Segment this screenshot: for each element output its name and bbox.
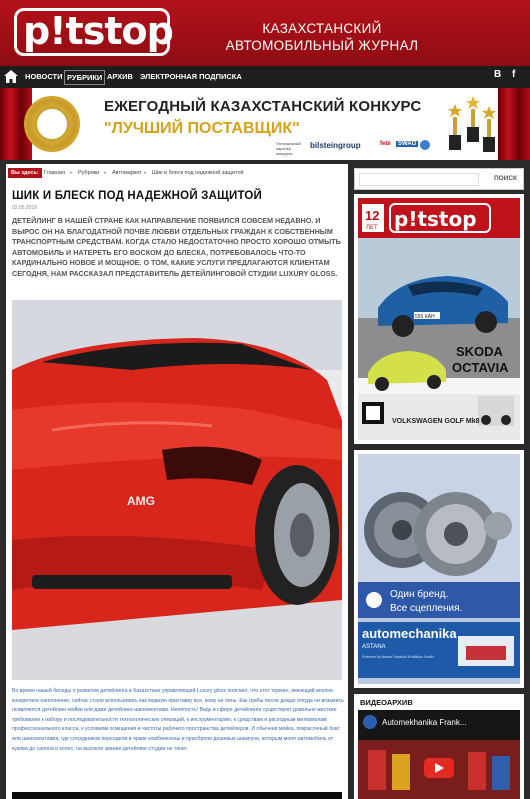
breadcrumb-rubrics[interactable]: Рубрики [78, 170, 100, 176]
banner-title: ЕЖЕГОДНЫЙ КАЗАХСТАНСКИЙ КОНКУРС [104, 98, 422, 115]
product-illustration [12, 792, 342, 799]
sidebar [352, 164, 524, 799]
search-box [354, 168, 524, 190]
clutch-ad-line2: Все сцепления. [390, 603, 463, 614]
event-small: Powered by Messe Frankfurt Exhibition GmbH [362, 655, 434, 659]
medal-icon [24, 96, 80, 152]
article-photo-red-car [12, 300, 342, 680]
video-title: Automekhanika Frank... [382, 718, 467, 727]
nav-item-news[interactable]: НОВОСТИ [25, 72, 63, 81]
breadcrumb-sep-icon: ▸ [70, 170, 73, 176]
vk-icon[interactable]: В [494, 69, 502, 80]
curtain-right [498, 88, 530, 160]
clutch-ad-line1: Один бренд. [390, 589, 449, 600]
cover-years: 12 [365, 208, 380, 223]
febi-logo: febi [380, 141, 391, 147]
clutch-ad-image [358, 454, 520, 684]
magazine-cover[interactable] [354, 194, 524, 444]
red-car-illustration [12, 300, 342, 680]
video-thumbnail[interactable] [358, 710, 520, 799]
breadcrumb-automarket[interactable]: Автомаркет [112, 170, 142, 176]
breadcrumb [6, 167, 348, 179]
bilstein-logo: bilsteingroup [310, 141, 361, 150]
banner-partner-note: Генеральный партнёр конкурса [276, 141, 301, 156]
car-badge: AMG [127, 494, 155, 508]
cover-footer: VOLKSWAGEN GOLF Mk8 [392, 418, 480, 425]
article-photo-product [12, 792, 342, 799]
event-logo: automechanika [362, 626, 457, 641]
video-archive-heading: ВИДЕОАРХИВ [360, 698, 413, 707]
breadcrumb-home[interactable]: Главная [44, 170, 65, 176]
video-archive [354, 694, 524, 799]
cover-years-sub: ЛЕТ [366, 225, 378, 231]
cover-headline1: SKODA [456, 344, 503, 359]
article-date: 02.05.2019 [12, 205, 38, 211]
breadcrumb-here-label: Вы здесь: [8, 168, 42, 178]
brand-icon [420, 140, 430, 150]
article-column [6, 164, 348, 799]
trophy-icon [448, 104, 462, 150]
trophy-icon [482, 106, 496, 152]
trophy-icon [466, 96, 480, 142]
event-city: ASTANA [362, 644, 386, 650]
clutch-ad[interactable] [354, 450, 524, 688]
site-logo[interactable]: p!tstop [14, 8, 170, 56]
cover-plate: 555 КАН [415, 314, 435, 320]
cover-illustration [358, 198, 520, 440]
video-illustration [358, 710, 520, 799]
main-nav [0, 66, 530, 88]
nav-item-rubrics[interactable]: РУБРИКИ [64, 70, 105, 85]
nav-item-subscription[interactable]: ЭЛЕКТРОННАЯ ПОДПИСКА [140, 72, 242, 81]
clutch-ad-illustration [358, 454, 520, 684]
article-body: Во время нашей беседы о развитии детейлинга в Казахстане управляющий Luxury gloss пояснил, что этот термин, имеющий вполне конкретное наполнение, сейчас стали использовать как модную приставку все, кому не лень. Как грибы после дождя откуда ни возьмись появляются детейлинг-мойки или даже детейлинг-шиномонтажи. Нелепость! Ведь в сфере детейлинга существуют довольно жесткие требования к набору и последовательности технологических операций, к инструментарию, к средствам и расходным материалам профессионального класса, к условиям освещения и чистоты рабочего пространства детейлеров. И обычная мойка, покрасочный бокс или шиномонтажка, где сотрудников переодели в яркие комбинезоны и приобрели дешевые шампуни, которым моют автомобиль от кузова до салона и колес, на высокое звание детейлинг-студии не тянет. [12, 688, 344, 752]
cover-headline2: OCTAVIA [452, 360, 509, 375]
nav-item-archive[interactable]: АРХИВ [107, 72, 133, 81]
breadcrumb-current: Шик и блеск под надежной защитой [152, 170, 244, 176]
article-lead: ДЕТЕЙЛИНГ В НАШЕЙ СТРАНЕ КАК НАПРАВЛЕНИЕ ПОЯВИЛСЯ СОВСЕМ НЕДАВНО. И ВЫРОС ОН НА БЛАГОДАТНОЙ ПОЧВЕ ЛЮБВИ ОТДЕЛЬНЫХ ГРАЖДАН К СОБСТВЕННЫМ ТРАНСПОРТНЫМ СРЕДСТВАМ. КОГДА СТАЛО НЕДОСТАТОЧНО ПРОСТО ХОРОШО ОТМЫТЬ АВТОМОБИЛЬ И НАТЕРЕТЬ ЕГО ВОСКОМ ДО БЛЕСКА, ПОТРЕБОВАЛОСЬ ЧТО-ТО КАРДИНАЛЬНО НОВОЕ И МОЩНОЕ. О ТОМ, КАКИЕ УСЛУГИ ПРЕДЛАГАЮТСЯ КЛИЕНТАМ СЕГОДНЯ, НАМ РАССКАЗАЛ ПРЕДСТАВИТЕЛЬ ДЕТЕЙЛИНГОВОЙ СТУДИИ LUXURY GLOSS. [12, 216, 341, 278]
site-header [0, 0, 530, 66]
article-title: ШИК И БЛЕСК ПОД НАДЕЖНОЙ ЗАЩИТОЙ [12, 190, 263, 202]
banner-subtitle: "ЛУЧШИЙ ПОСТАВЩИК" [104, 120, 300, 137]
home-icon[interactable] [4, 70, 18, 83]
breadcrumb-sep-icon: ▸ [144, 170, 147, 176]
magazine-cover-image [358, 198, 520, 440]
breadcrumb-sep-icon: ▸ [104, 170, 107, 176]
swag-logo: SWAG [398, 141, 417, 147]
search-button[interactable]: ПОИСК [493, 175, 517, 182]
search-input[interactable] [359, 173, 479, 186]
facebook-icon[interactable]: f [512, 69, 516, 80]
tagline-line2: АВТОМОБИЛЬНЫЙ ЖУРНАЛ [225, 38, 419, 53]
site-tagline [224, 20, 420, 54]
cover-logo: p!tstop [394, 207, 477, 231]
contest-banner[interactable] [0, 88, 530, 160]
tagline-line1: КАЗАХСТАНСКИЙ [262, 21, 382, 36]
